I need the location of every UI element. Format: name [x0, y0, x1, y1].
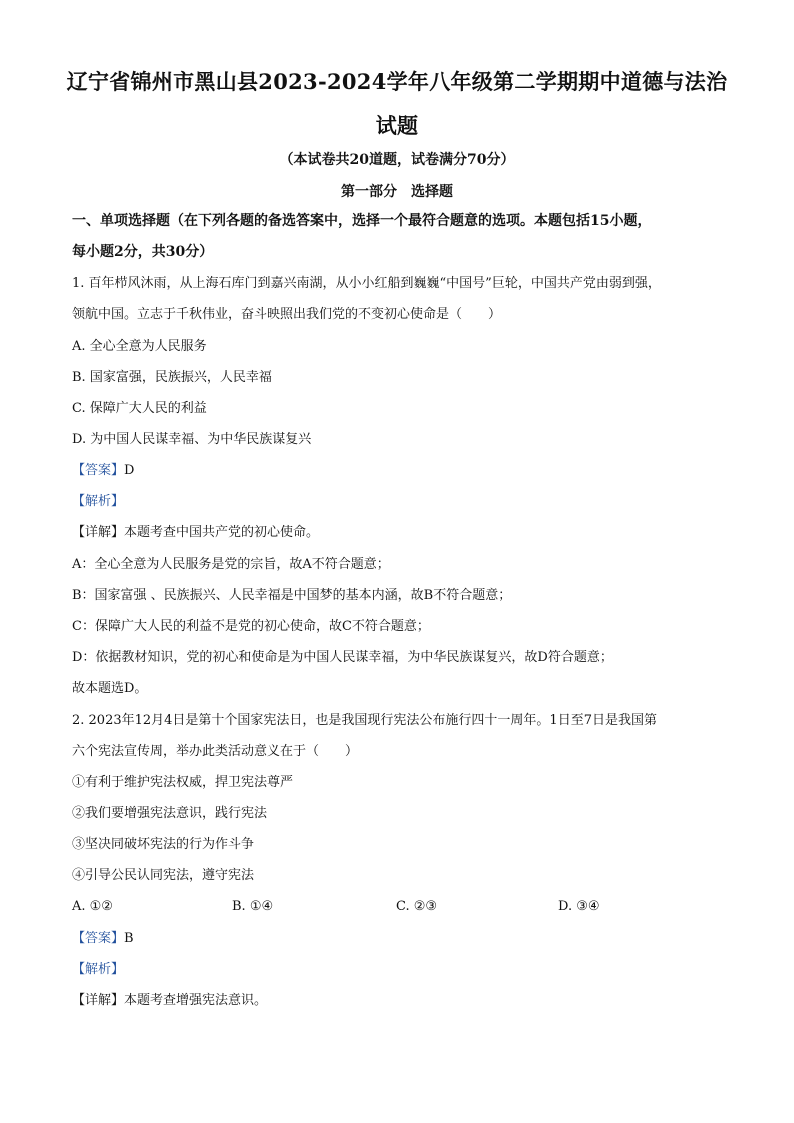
q1-explanation-b: B：国家富强 、民族振兴、人民幸福是中国梦的基本内涵，故B不符合题意；: [72, 588, 512, 603]
detail-tag: 【详解】: [72, 993, 125, 1008]
q1-explanation-a: A：全心全意为人民服务是党的宗旨，故A不符合题意；: [72, 557, 390, 572]
q2-option-a: A. ①②: [72, 899, 113, 914]
section-heading-line2: 每小题2分，共30分）: [72, 244, 214, 260]
q2-statement-1: ①有利于维护宪法权威，捍卫宪法尊严: [72, 775, 294, 790]
detail-tag: 【详解】: [72, 525, 125, 540]
analysis-tag: 【解析】: [72, 962, 125, 977]
q2-statement-3: ③坚决同破坏宪法的行为作斗争: [72, 837, 255, 852]
q2-option-c: C. ②③: [396, 899, 438, 914]
q1-option-b: B. 国家富强，民族振兴，人民幸福: [72, 370, 272, 385]
q2-detail: [72, 992, 267, 1010]
q2-answer: [72, 930, 134, 948]
q1-stem-line2: 领航中国。立志于千秋伟业，奋斗映照出我们党的不变初心使命是（ ）: [72, 307, 502, 322]
detail-text: 本题考查增强宪法意识。: [124, 993, 268, 1008]
q1-answer: [72, 462, 134, 480]
part-heading: 第一部分 选择题: [341, 184, 453, 200]
q2-option-b: B. ①④: [232, 899, 274, 914]
exam-title-line2: 试题: [375, 113, 419, 138]
q2-stem-line1: 2. 2023年12月4日是第十个国家宪法日，也是我国现行宪法公布施行四十一周年。1日至7日是我国第: [72, 713, 657, 728]
q1-analysis: [72, 493, 124, 511]
q1-option-d: D. 为中国人民谋幸福、为中华民族谋复兴: [72, 432, 312, 447]
q2-analysis: [72, 961, 124, 979]
q2-statement-4: ④引导公民认同宪法，遵守宪法: [72, 868, 255, 883]
analysis-tag: 【解析】: [72, 494, 125, 509]
answer-value: B: [124, 931, 134, 946]
q1-stem-line1: 1. 百年栉风沐雨，从上海石库门到嘉兴南湖，从小小红船到巍巍“中国号”巨轮，中国共产党由弱到强，: [72, 276, 661, 291]
answer-value: D: [124, 463, 135, 478]
q1-explanation-d: D：依据教材知识，党的初心和使命是为中国人民谋幸福，为中华民族谋复兴，故D符合题意；: [72, 650, 613, 665]
q2-statement-2: ②我们要增强宪法意识，践行宪法: [72, 806, 268, 821]
q2-stem-line2: 六个宪法宣传周，举办此类活动意义在于（ ）: [72, 744, 359, 759]
answer-tag: 【答案】: [72, 463, 125, 478]
detail-text: 本题考查中国共产党的初心使命。: [124, 525, 320, 540]
q1-detail: [72, 524, 319, 542]
q1-conclusion: 故本题选D。: [72, 681, 148, 696]
answer-tag: 【答案】: [72, 931, 125, 946]
exam-title-line1: 辽宁省锦州市黑山县2023-2024学年八年级第二学期期中道德与法治: [66, 69, 728, 94]
q1-explanation-c: C：保障广大人民的利益不是党的初心使命，故C不符合题意；: [72, 619, 430, 634]
section-heading-line1: 一、单项选择题（在下列各题的备选答案中，选择一个最符合题意的选项。本题包括15小题，: [72, 213, 652, 229]
q1-option-a: A. 全心全意为人民服务: [72, 339, 207, 354]
q1-option-c: C. 保障广大人民的利益: [72, 401, 207, 416]
q2-option-d: D. ③④: [558, 899, 600, 914]
exam-note: （本试卷共20道题，试卷满分70分）: [279, 152, 515, 168]
